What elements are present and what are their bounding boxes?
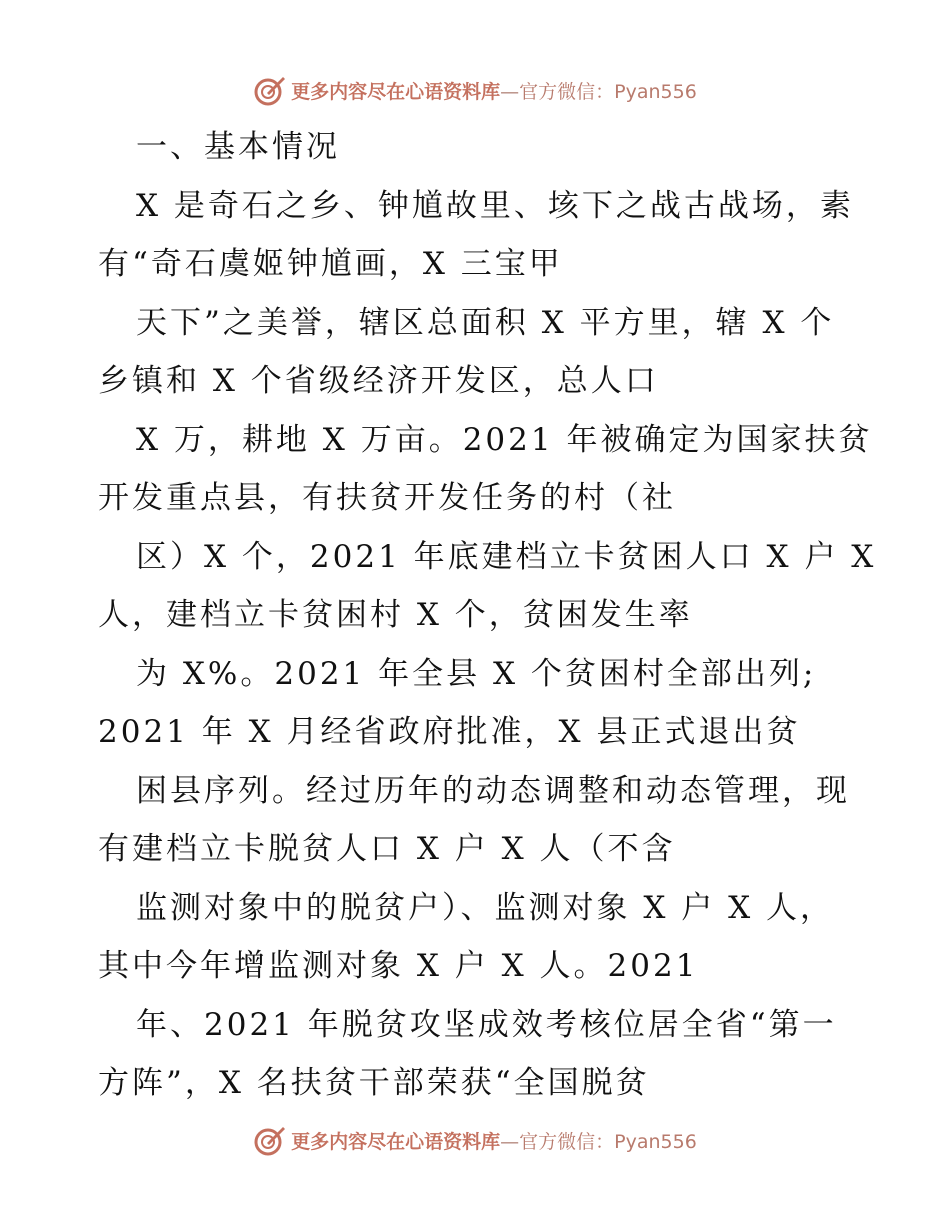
watermark-main: 更多内容尽在心语资料库	[291, 80, 501, 103]
paragraph-line: 为 X%。2021 年全县 X 个贫困村全部出列;	[136, 655, 817, 692]
paragraph-line: 年、2021 年脱贫攻坚成效考核位居全省“第一	[136, 1006, 837, 1043]
section-heading: 一、基本情况	[136, 129, 340, 165]
paragraph-line: 有“奇石虞姬钟馗画，X 三宝甲	[98, 246, 563, 282]
watermark-contact: 官方微信：Pyan556	[519, 80, 697, 103]
watermark-contact: 官方微信：Pyan556	[519, 1130, 697, 1153]
watermark-separator: —	[500, 80, 520, 103]
paragraph-line: 监测对象中的脱贫户）、监测对象 X 户 X 人，	[136, 889, 835, 926]
watermark-text	[291, 1127, 697, 1154]
paragraph-line: 2021 年 X 月经省政府批准，X 县正式退出贫	[98, 714, 801, 750]
brush-logo-icon	[253, 1123, 287, 1157]
watermark-main: 更多内容尽在心语资料库	[291, 1130, 501, 1153]
paragraph-line: 开发重点县，有扶贫开发任务的村（社	[98, 480, 676, 516]
paragraph-line: X 万，耕地 X 万亩。2021 年被确定为国家扶贫	[136, 421, 873, 458]
paragraph-line: 乡镇和 X 个省级经济开发区，总人口	[98, 363, 659, 399]
brush-logo-icon	[253, 73, 287, 107]
paragraph-line: 区）X 个，2021 年底建档立卡贫困人口 X 户 X	[136, 538, 877, 575]
watermark-separator: —	[500, 1130, 520, 1153]
watermark-text	[291, 77, 697, 104]
paragraph-line: X 是奇石之乡、钟馗故里、垓下之战古战场，素	[136, 187, 854, 224]
paragraph-line: 有建档立卡脱贫人口 X 户 X 人（不含	[98, 831, 676, 867]
paragraph-line: 天下”之美誉，辖区总面积 X 平方里，辖 X 个	[136, 304, 835, 341]
document-body	[98, 118, 878, 1113]
watermark-footer	[0, 1120, 950, 1160]
watermark-header	[0, 70, 950, 110]
paragraph-line: 其中今年增监测对象 X 户 X 人。2021	[98, 948, 699, 984]
paragraph-line: 困县序列。经过历年的动态调整和动态管理，现	[136, 772, 850, 809]
paragraph-line: 人，建档立卡贫困村 X 个，贫困发生率	[98, 597, 693, 633]
paragraph-line: 方阵”，X 名扶贫干部荣获“全国脱贫	[98, 1065, 650, 1101]
